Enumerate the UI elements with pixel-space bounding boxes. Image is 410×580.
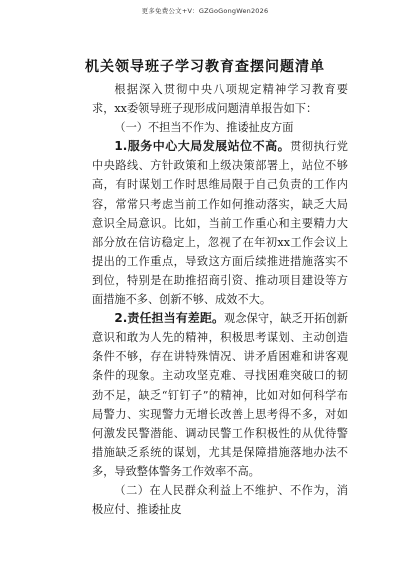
item-2-paragraph bbox=[92, 309, 348, 481]
item-2-lead: 2.责任担当有差距。 bbox=[114, 311, 225, 326]
document-title: 机关领导班子学习教育查摆问题清单 bbox=[85, 59, 325, 75]
header-note: 更多免费公文+V：GZGoGongWen2026 bbox=[141, 7, 269, 15]
intro-paragraph: 根据深入贯彻中央八项规定精神学习教育要求，xx委领导班子现形成问题清单报告如下： bbox=[92, 83, 348, 116]
item-1-paragraph bbox=[92, 137, 348, 309]
section-1-heading: （一）不担当不作为、推诿扯皮方面 bbox=[114, 121, 294, 135]
item-1-lead: 1.服务中心大局发展站位不高。 bbox=[114, 139, 291, 154]
section-2-heading: （二）在人民群众利益上不维护、不作为，消极应付、推诿扯皮 bbox=[92, 483, 348, 517]
item-1-body: 贯彻执行党中央路线、方针政策和上级决策部署上，站位不够高，有时谋划工作时思维局限于自己负责的工作内容，常常只考虑当前工作如何推动落实，缺乏大局意识全局意识。比如，当前工作重心和主要精力大部分放在信访稳定上，忽视了在年初xx工作会议上提出的工作重点，导致这方面后续推进措施落实不到位，特别是在助推招商引资、推动项目建设等方面措施不多、创新不够、成效不大。 bbox=[92, 140, 348, 307]
document-body bbox=[92, 80, 348, 519]
item-2-body: 观念保守，缺乏开拓创新意识和敢为人先的精神，积极思考谋划、主动创造条件不够，存在讲特殊情况、讲矛盾困难和讲客观条件的现象。主动攻坚克难、寻找困难突破口的韧劲不足，缺乏“钉钉子”的精神，比如对如何科学布局警力、实现警力无增长改善上思考得不多，对如何激发民警潜能、调动民警工作积极性的从优待警措施缺乏系统的谋划，尤其是保障措施落地办法不多，导致整体警务工作效率不高。 bbox=[92, 312, 348, 478]
